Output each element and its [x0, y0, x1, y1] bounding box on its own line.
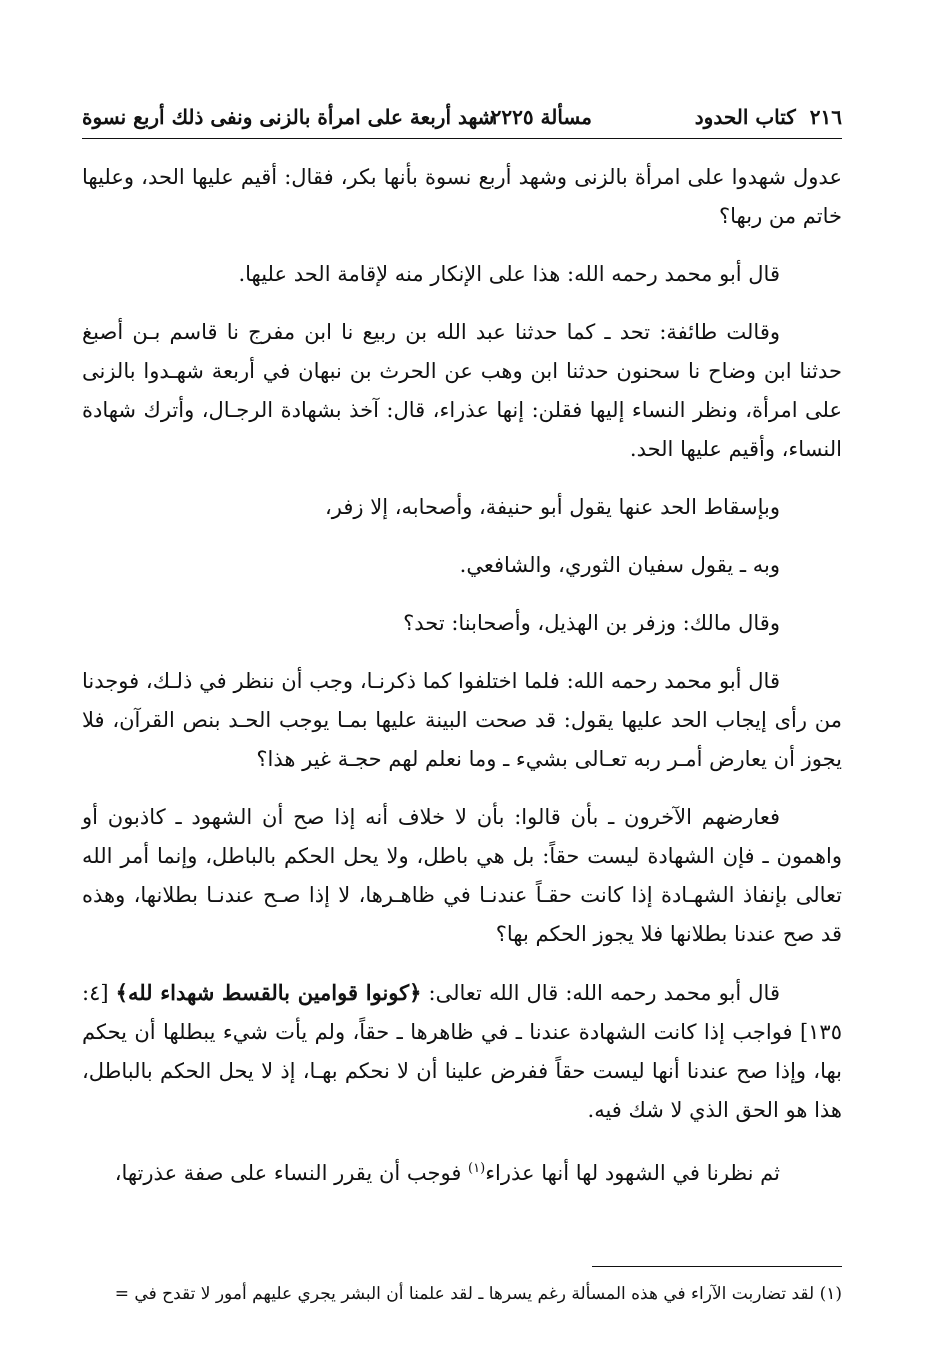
- last-paragraph: [82, 1149, 842, 1193]
- running-header: [82, 100, 842, 134]
- header-rule: [82, 138, 842, 139]
- paragraph: قال أبو محمد رحمه الله: فلما اختلفوا كما ذكرنـا، وجب أن ننظر في ذلـك، فوجدنا من رأى إيجاب الحد عليها يقول: قد صحت البينة عليها بمـا يوجب الحـد بنص القرآن، فلا يجوز أن يعارض أمـر ربه تعـالى بشيء ـ وما نعلم لهم حجـة غير هذا؟: [82, 669, 842, 771]
- last-paragraph-end: فوجب أن يقرر النساء على صفة عذرتها،: [114, 1161, 469, 1185]
- footnote: (١) لقد تضاربت الآراء في هذه المسألة رغم يسرها ـ لقد علمنا أن البشر يجري عليهم أمور لا تقدح في =: [114, 1284, 842, 1304]
- quran-verse: ﴿كونوا قوامين بالقسط شهداء لله﴾: [115, 980, 422, 1005]
- paragraph: عدول شهدوا على امرأة بالزنى وشهد أربع نسوة بأنها بكر، فقال: أقيم عليها الحد، وعليها خاتم من ربها؟: [82, 165, 842, 228]
- paragraph: وقال مالك: وزفر بن الهذيل، وأصحابنا: تحد؟: [403, 611, 780, 635]
- quran-paragraph: [82, 973, 842, 1130]
- paragraph: قال أبو محمد رحمه الله: هذا على الإنكار منه لإقامة الحد عليها.: [238, 262, 780, 286]
- paragraph: فعارضهم الآخرون ـ بأن قالوا: بأن لا خلاف أنه إذا صح أن الشهود ـ كاذبون أو واهمون ـ فإن الشهادة ليست حقاً: بل هي باطل، ولا يحل الحكم بالباطل، وإنما أمر الله تعالى بإنفاذ الشهـادة إذا كانت حقـاً عندنـا في ظاهـرها، لا إذا صـح عندنـا بطلانها، وهذه قد صح عندنا بطلانها فلا يجوز الحكم بها؟: [82, 805, 842, 946]
- footnote-rule: [592, 1266, 842, 1267]
- paragraph: وقالت طائفة: تحد ـ كما حدثنا عبد الله بن ربيع نا ابن مفرج نا قاسم بـن أصبغ حدثنا ابن وضاح نا سحنون حدثنا ابن وهب عن الحرث بن نبهان في أربعة شهـدوا بالزنى على امرأة، ونظر النساء إليها فقلن: إنها عذراء، قال: آخذ بشهادة الرجـال، وأترك شهادة النساء، وأقيم عليها الحد.: [82, 320, 842, 461]
- paragraph: وبه ـ يقول سفيان الثوري، والشافعي.: [459, 553, 780, 577]
- paragraph: وبإسقاط الحد عنها يقول أبو حنيفة، وأصحابه، إلا زفر،: [325, 495, 780, 519]
- last-paragraph-start: ثم نظرنا في الشهود لها أنها عذراء: [485, 1161, 780, 1185]
- book-title: كتاب الحدود: [694, 105, 796, 129]
- main-text: [82, 158, 842, 1212]
- header-page-and-book: [695, 100, 842, 134]
- issue-topic: شهد أربعة على امرأة بالزنى ونفى ذلك أربع نسوة: [82, 105, 495, 129]
- issue-number: مسألة ٢٢٢٥: [490, 105, 592, 129]
- quran-commentary: [٤: ١٣٥] فواجب إذا كانت الشهادة عندنا ـ في ظاهرها ـ حقاً، ولم يأت شيء يبطلها أن يحكم بها، وإذا صح عندنا أنها ليست حقاً ففرض علينا أن لا نحكم بهـا، إذ لا يحل الحكم بالباطل، هذا هو الحق الذي لا شك فيه.: [82, 981, 842, 1122]
- page-number: ٢١٦: [809, 105, 842, 129]
- quran-intro: قال أبو محمد رحمه الله: قال الله تعالى:: [421, 981, 780, 1005]
- footnote-reference: (١): [468, 1161, 486, 1176]
